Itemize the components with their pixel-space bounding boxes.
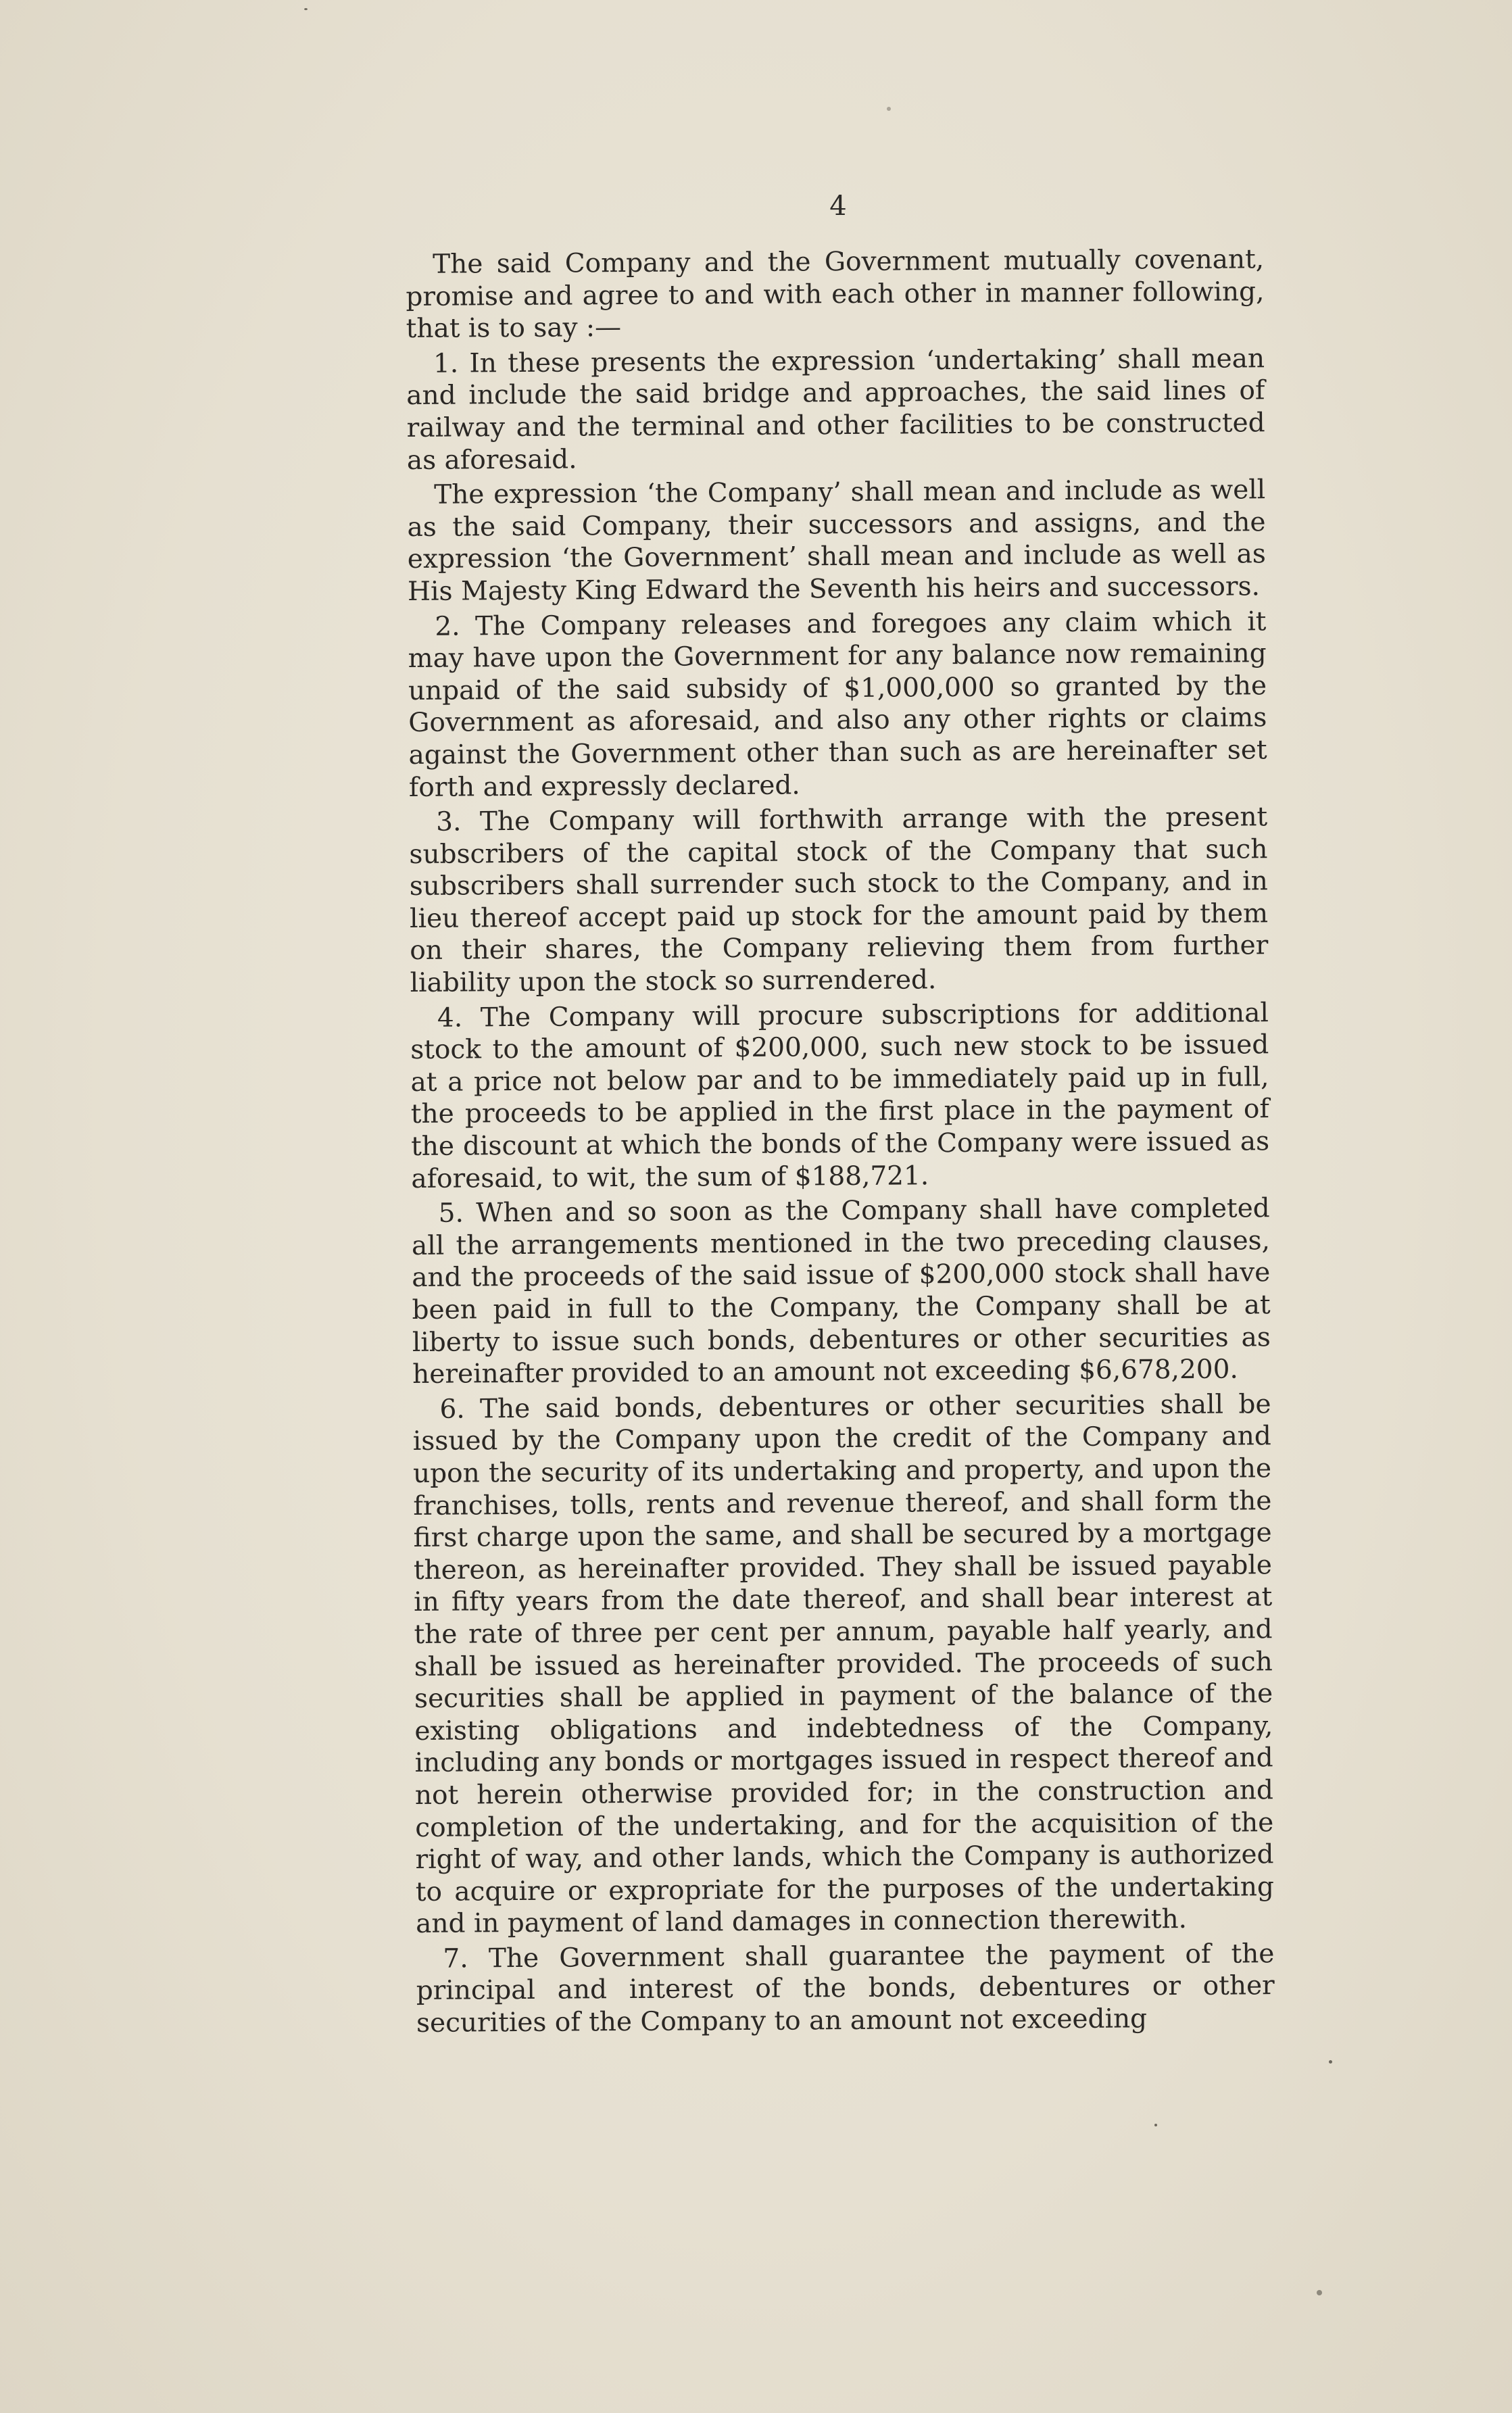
paragraph-clause-4: 4. The Company will procure subscriptions for additional stock to the amount of $200,000, such new stock to be issued at a price not below par and to be immediately paid up in full, the proceeds to be applied in the first place in the payment of the discount at which the bonds of the Company were issued as aforesaid, to wit, the sum of $188,721. bbox=[410, 997, 1270, 1194]
paper-speck bbox=[1154, 2124, 1157, 2126]
paragraph-clause-1: 1. In these presents the expression ‘undertaking’ shall mean and include the said bridge and approaches, the said lines of railway and the terminal and other facilities to be constructed as aforesaid. bbox=[406, 343, 1265, 476]
body-text bbox=[406, 243, 1275, 2042]
paper-speck bbox=[887, 107, 891, 111]
paragraph-clause-2: 2. The Company releases and foregoes any claim which it may have upon the Government for any balance now remaining unpaid of the said subsidy of $1,000,000 so granted by the Government as aforesaid, and also any other rights or claims against the Government other than such as are hereinafter set forth and expressly declared. bbox=[408, 606, 1267, 803]
paragraph-definitions: The expression ‘the Company’ shall mean and include as well as the said Company, their successors and assigns, and the expression ‘the Government’ shall mean and include as well as His Majesty King Edward the Seventh his heirs and successors. bbox=[407, 474, 1266, 607]
paper-speck bbox=[1317, 2290, 1322, 2295]
paragraph-preamble: The said Company and the Government mutually covenant, promise and agree to and with each other in manner following, that is to say :— bbox=[406, 244, 1265, 345]
paragraph-clause-6: 6. The said bonds, debentures or other securities shall be issued by the Company upon the credit of the Company and upon the security of its undertaking and property, and upon the franchises, tolls, rents and revenue thereof, and shall form the first charge upon the same, and shall be secured by a mortgage thereon, as hereinafter provided. They shall be issued payable in fifty years from the date thereof, and shall bear interest at the rate of three per cent per annum, payable half yearly, and shall be issued as hereinafter provided. The proceeds of such securities shall be applied in payment of the balance of the existing obligations and indebtedness of the Company, including any bonds or mortgages issued in respect thereof and not herein otherwise provided for; in the construction and completion of the undertaking, and for the acquisition of the right of way, and other lands, which the Company is authorized to acquire or expropriate for the purposes of the undertaking and in payment of land damages in connection therewith. bbox=[412, 1388, 1274, 1940]
paragraph-clause-5: 5. When and so soon as the Company shall have completed all the arrangements mentioned in the two preceding clauses, and the proceeds of the said issue of $200,000 stock shall have been paid in full to the Company, the Company shall be at liberty to issue such bonds, debentures or other securities as hereinafter provided to an amount not exceeding $6,678,200. bbox=[411, 1193, 1271, 1390]
paragraph-clause-7: 7. The Government shall guarantee the payment of the principal and interest of the bonds, debentures or other securities of the Company to an amount not exceeding bbox=[416, 1939, 1275, 2039]
paper-speck bbox=[304, 8, 308, 10]
paragraph-clause-3: 3. The Company will forthwith arrange with the present subscribers of the capital stock of the Company that such subscribers shall surrender such stock to the Company, and in lieu thereof accept paid up stock for the amount paid by them on their shares, the Company relieving them from further liability upon the stock so surrendered. bbox=[409, 802, 1269, 999]
paper-speck bbox=[1329, 2060, 1332, 2064]
page-number: 4 bbox=[829, 191, 847, 222]
